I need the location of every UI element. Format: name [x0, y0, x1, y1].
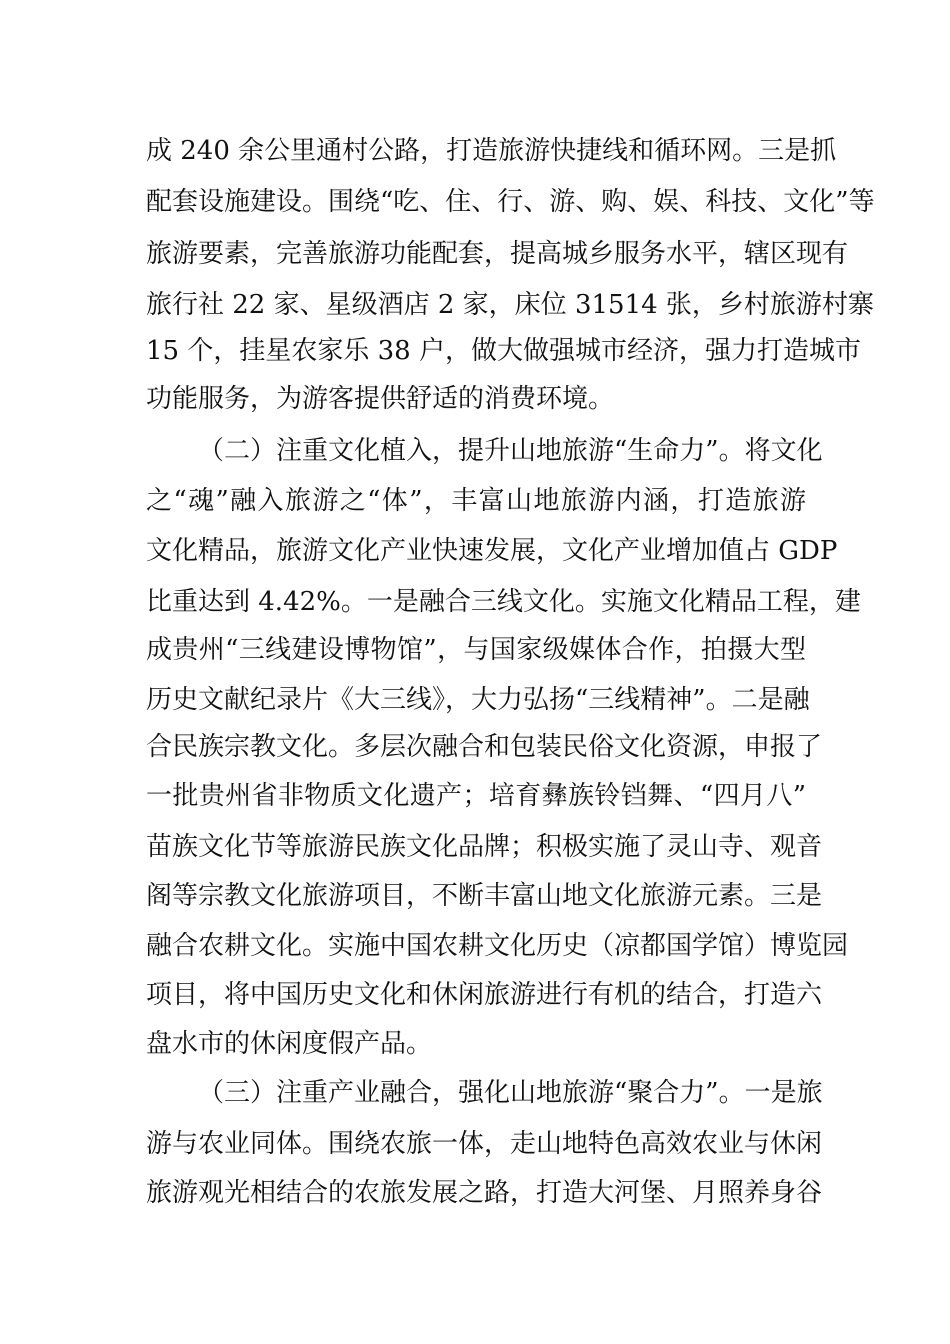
text-line-18: 项目，将中国历史文化和休闲旅游进行有机的结合，打造六 [146, 980, 823, 1010]
text-line-8: 之“魂”融入旅游之“体”，丰富山地旅游内涵，打造旅游 [146, 486, 806, 516]
text-line-10: 比重达到 4.42%。一是融合三线文化。实施文化精品工程，建 [146, 587, 861, 617]
text-line-11: 成贵州“三线建设博物馆”，与国家级媒体合作，拍摄大型 [146, 635, 806, 665]
text-line-21: 游与农业同体。围绕农旅一体，走山地特色高效农业与休闲 [146, 1129, 823, 1159]
text-line-5: 15 个，挂星农家乐 38 户，做大做强城市经济，强力打造城市 [146, 336, 861, 366]
text-line-2: 配套设施建设。围绕“吃、住、行、游、购、娱、科技、文化”等 [146, 187, 875, 217]
text-line-3: 旅游要素，完善旅游功能配套，提高城乡服务水平，辖区现有 [146, 239, 849, 269]
text-line-9: 文化精品，旅游文化产业快速发展，文化产业增加值占 GDP [146, 536, 838, 566]
text-line-17: 融合农耕文化。实施中国农耕文化历史（凉都国学馆）博览园 [146, 931, 849, 961]
text-line-22: 旅游观光相结合的农旅发展之路，打造大河堡、月照养身谷 [146, 1178, 823, 1208]
text-line-16: 阁等宗教文化旅游项目，不断丰富山地文化旅游元素。三是 [146, 881, 823, 911]
text-line-19: 盘水市的休闲度假产品。 [146, 1029, 433, 1059]
paragraph-heading-2: （二）注重文化植入，提升山地旅游“生命力”。将文化 [198, 436, 823, 466]
text-line-6: 功能服务，为游客提供舒适的消费环境。 [146, 384, 615, 414]
text-line-12: 历史文献纪录片《大三线》，大力弘扬“三线精神”。二是融 [146, 685, 810, 715]
text-line-14: 一批贵州省非物质文化遗产；培育彝族铃铛舞、“四月八” [146, 781, 806, 811]
text-line-4: 旅行社 22 家、星级酒店 2 家，床位 31514 张，乡村旅游村寨 [146, 290, 874, 320]
paragraph-heading-3: （三）注重产业融合，强化山地旅游“聚合力”。一是旅 [198, 1078, 823, 1108]
text-line-13: 合民族宗教文化。多层次融合和包装民俗文化资源，申报了 [146, 732, 823, 762]
text-line-1: 成 240 余公里通村公路，打造旅游快捷线和循环网。三是抓 [146, 136, 837, 166]
text-line-15: 苗族文化节等旅游民族文化品牌；积极实施了灵山寺、观音 [146, 832, 823, 862]
